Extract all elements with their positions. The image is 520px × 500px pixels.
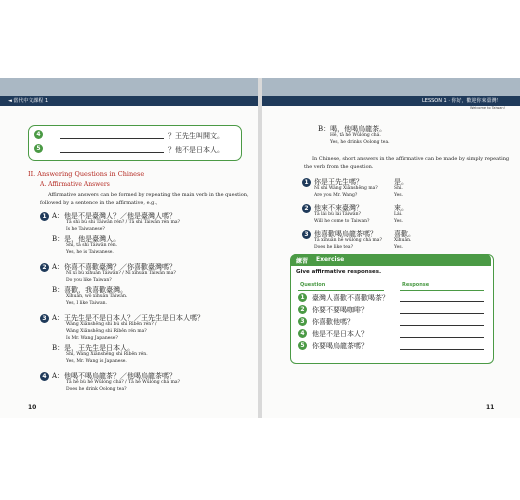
answer-blank — [60, 152, 164, 153]
example-line: Shì, Wáng Xiānshēng shì Rìběn rén. — [66, 352, 148, 357]
column-question: Question — [300, 282, 326, 288]
short-example-question: Nǐ shì Wáng Xiānshēng ma? — [314, 186, 378, 191]
example-line: Xǐhuān, wǒ xǐhuān Táiwān. — [66, 294, 128, 299]
column-response: Response — [402, 282, 430, 288]
example-line: Tā shì bú shì Táiwān rén? / Tā shì Táiwān rén ma? — [66, 220, 180, 225]
example-line: B：是，王先生是日本人。 — [52, 344, 135, 352]
right-intro-line-1: In Chinese, short answers in the affirmative can be made by simply repeating — [312, 156, 510, 162]
example-line: B：喜歡，我喜歡臺灣。 — [52, 286, 128, 294]
example-line: Tā hē bù hē Wūlóng chá? / Tā hē Wūlóng chá ma? — [66, 380, 180, 385]
example-line: Does he drink Oolong tea? — [66, 387, 127, 392]
subsection-title: A. Affirmative Answers — [40, 181, 110, 188]
example-number: 1 — [40, 212, 49, 221]
short-example-answer: Yes. — [394, 193, 403, 198]
exercise-question: 你要喝烏龍茶嗎？ — [312, 342, 368, 350]
exercise-item-number: 2 — [298, 305, 307, 314]
exercise-question: 你要不要喝咖啡？ — [312, 306, 368, 314]
short-example-question: Tā lái bù lái Táiwān? — [314, 212, 361, 217]
example-line: Yes, Mr. Wang is Japanese. — [66, 359, 127, 364]
response-blank — [400, 349, 484, 350]
right-running-header: LESSON 1 · 你好，歡迎你來臺灣！ — [422, 98, 502, 104]
example-line: Is Mr. Wang Japanese? — [66, 336, 118, 341]
short-example-answer: Yes. — [394, 219, 403, 224]
example-number: 2 — [40, 263, 49, 272]
example-line: Shì, tā shì Táiwān rén. — [66, 243, 118, 248]
example-line: Wáng Xiānshēng shì Rìběn rén ma? — [66, 329, 147, 334]
page-number-right: 11 — [486, 404, 495, 411]
response-blank — [400, 313, 484, 314]
exercise-instruction: Give affirmative responses. — [296, 269, 382, 275]
short-example-answer: Xǐhuān. — [394, 238, 412, 243]
exercise-question: 你喜歡他嗎？ — [312, 318, 354, 326]
short-example-question: Does he like tea? — [314, 245, 353, 250]
response-blank — [400, 325, 484, 326]
short-example-answer: Lái. — [394, 212, 403, 217]
example-line: Nǐ xǐ bù xǐhuān Táiwān? / Nǐ xǐhuān Táiwān ma? — [66, 271, 176, 276]
left-running-header: ◄ 當代中文課程 1 — [8, 98, 49, 104]
exercise-badge: 練習 — [296, 258, 309, 265]
example-line: Yes, he is Taiwanese. — [66, 250, 114, 255]
intro-line-1: Affirmative answers can be formed by repeating the main verb in the question, — [48, 192, 249, 198]
example-number: 4 — [40, 372, 49, 381]
example-line: Wáng Xiānshēng shì bú shì Rìběn rén? / — [66, 322, 157, 327]
short-example-question: 他喜歡喝烏龍茶嗎？ — [314, 230, 377, 238]
short-example-question: 你是王先生嗎？ — [314, 178, 363, 186]
right-running-subtitle: Welcome to Taiwan! — [470, 106, 506, 110]
response-blank — [400, 301, 484, 302]
example-line: A：王先生是不是日本人？／王先生是日本人嗎？ — [52, 314, 205, 322]
exercise-item-number: 5 — [298, 341, 307, 350]
short-example-answer: 來。 — [394, 204, 408, 212]
exercise-item-number: 4 — [298, 329, 307, 338]
short-example-question: Tā xǐhuān hē wūlóng chá ma? — [314, 238, 382, 243]
example-line: B：是，他是臺灣人。 — [52, 235, 121, 243]
example-line: A：他是不是臺灣人？／他是臺灣人嗎？ — [52, 212, 177, 220]
box-item-number: 4 — [34, 130, 43, 139]
book-gutter — [258, 78, 262, 418]
example-line: Do you like Taiwan? — [66, 278, 112, 283]
continuation-line: Yes, he drinks Oolong tea. — [330, 140, 390, 145]
example-line: Yes, I like Taiwan. — [66, 301, 107, 306]
box-item-text: ？王先生叫開文。 — [168, 132, 224, 140]
page-number-left: 10 — [28, 404, 37, 411]
short-example-answer: 是。 — [394, 178, 408, 186]
column-question-rule — [298, 290, 384, 291]
response-blank — [400, 337, 484, 338]
short-example-question: 他來不來臺灣？ — [314, 204, 363, 212]
exercise-item-number: 3 — [298, 317, 307, 326]
example-number: 3 — [40, 314, 49, 323]
section-title: II. Answering Questions in Chinese — [28, 170, 145, 178]
answer-blank — [60, 138, 164, 139]
exercise-question: 臺灣人喜歡不喜歡喝茶？ — [312, 294, 389, 302]
short-example-question: Will he come to Taiwan? — [314, 219, 370, 224]
example-line: A：你喜不喜歡臺灣？／你喜歡臺灣嗎？ — [52, 263, 177, 271]
box-item-number: 5 — [34, 144, 43, 153]
short-example-number: 3 — [302, 230, 311, 239]
exercise-title: Exercise — [316, 256, 345, 263]
short-example-number: 1 — [302, 178, 311, 187]
short-example-number: 2 — [302, 204, 311, 213]
continuation-line: Hē, tā hē Wūlóng chá. — [330, 133, 381, 138]
exercise-question: 他是不是日本人？ — [312, 330, 368, 338]
intro-line-2: followed by a sentence in the affirmative, e.g., — [40, 200, 158, 206]
short-example-answer: Yes. — [394, 245, 403, 250]
column-response-rule — [400, 290, 484, 291]
example-line: Is he Taiwanese? — [66, 227, 105, 232]
short-example-answer: 喜歡。 — [394, 230, 415, 238]
short-example-answer: Shì. — [394, 186, 403, 191]
box-item-text: ？他不是日本人。 — [168, 146, 224, 154]
exercise-item-number: 1 — [298, 293, 307, 302]
short-example-question: Are you Mr. Wang? — [314, 193, 358, 198]
right-intro-line-2: the verb from the question. — [304, 164, 374, 170]
continuation-line: B：喝，他喝烏龍茶。 — [318, 125, 387, 133]
example-line: A：他喝不喝烏龍茶？／他喝烏龍茶嗎？ — [52, 372, 177, 380]
